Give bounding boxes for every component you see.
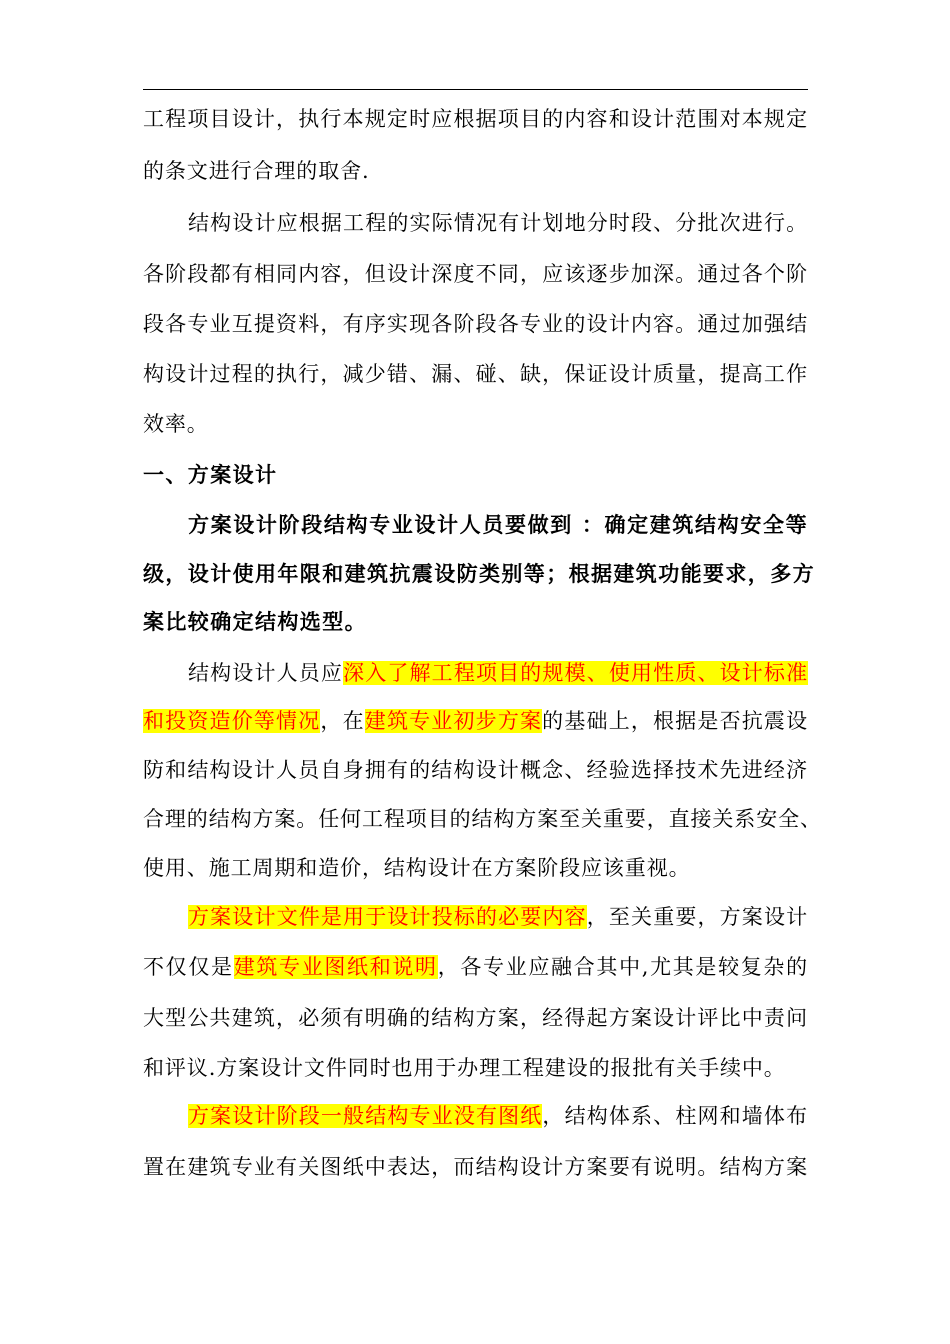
highlighted-text: 建筑专业图纸和说明 bbox=[233, 955, 438, 979]
header-rule bbox=[143, 89, 808, 90]
text-line: 效率。 bbox=[143, 412, 209, 436]
text-span: 结构设计人员应 bbox=[188, 661, 344, 685]
highlighted-text: 和投资造价等情况 bbox=[143, 709, 321, 733]
text-line: 置在建筑专业有关图纸中表达，而结构设计方案要有说明。结构方案 bbox=[143, 1155, 808, 1179]
highlighted-text: 深入了解工程项目的规模、使用性质、设计标准 bbox=[343, 661, 808, 685]
text-line: 工程项目设计，执行本规定时应根据项目的内容和设计范围对本规定 bbox=[143, 107, 808, 131]
text-span: ，至关重要，方案设计 bbox=[586, 905, 808, 929]
text-line: 结构设计应根据工程的实际情况有计划地分时段、分批次进行。 bbox=[188, 211, 808, 235]
text-line: 各阶段都有相同内容，但设计深度不同，应该逐步加深。通过各个阶 bbox=[143, 262, 808, 286]
section-heading: 一、方案设计 bbox=[143, 463, 278, 487]
text-line: 大型公共建筑，必须有明确的结构方案，经得起方案设计评比中责问 bbox=[143, 1006, 808, 1030]
text-line bbox=[143, 704, 808, 738]
text-line bbox=[188, 1099, 808, 1133]
text-line: 构设计过程的执行，减少错、漏、碰、缺，保证设计质量，提高工作 bbox=[143, 362, 808, 386]
text-span: 的基础上，根据是否抗震设 bbox=[542, 709, 808, 733]
text-line: 防和结构设计人员自身拥有的结构设计概念、经验选择技术先进经济 bbox=[143, 758, 808, 782]
bold-line: 级，设计使用年限和建筑抗震设防类别等；根据建筑功能要求，多方 bbox=[143, 562, 815, 586]
bold-line: 方案设计阶段结构专业设计人员要做到 ：确定建筑结构安全等 bbox=[188, 513, 808, 537]
text-line: 的条文进行合理的取舍. bbox=[143, 159, 370, 183]
highlighted-text: 方案设计文件是用于设计投标的必要内容 bbox=[188, 905, 587, 929]
highlighted-text: 方案设计阶段一般结构专业没有图纸 bbox=[188, 1104, 543, 1128]
highlighted-text: 建筑专业初步方案 bbox=[364, 709, 543, 733]
text-line bbox=[188, 900, 808, 934]
text-line: 使用、施工周期和造价，结构设计在方案阶段应该重视。 bbox=[143, 856, 691, 880]
text-span: ，各专业应融合其中,尤其是较复杂的 bbox=[437, 955, 808, 979]
text-line: 和评议.方案设计文件同时也用于办理工程建设的报批有关手续中。 bbox=[143, 1056, 786, 1080]
text-span: 不仅仅是 bbox=[143, 955, 234, 979]
text-span: ，结构体系、柱网和墙体布 bbox=[542, 1104, 808, 1128]
bold-line: 案比较确定结构选型。 bbox=[143, 610, 367, 634]
text-line: 段各专业互提资料，有序实现各阶段各专业的设计内容。通过加强结 bbox=[143, 312, 808, 336]
text-line bbox=[143, 950, 808, 984]
text-span: ，在 bbox=[320, 709, 365, 733]
text-line: 合理的结构方案。任何工程项目的结构方案至关重要，直接关系安全、 bbox=[143, 807, 822, 831]
text-line bbox=[188, 656, 808, 690]
